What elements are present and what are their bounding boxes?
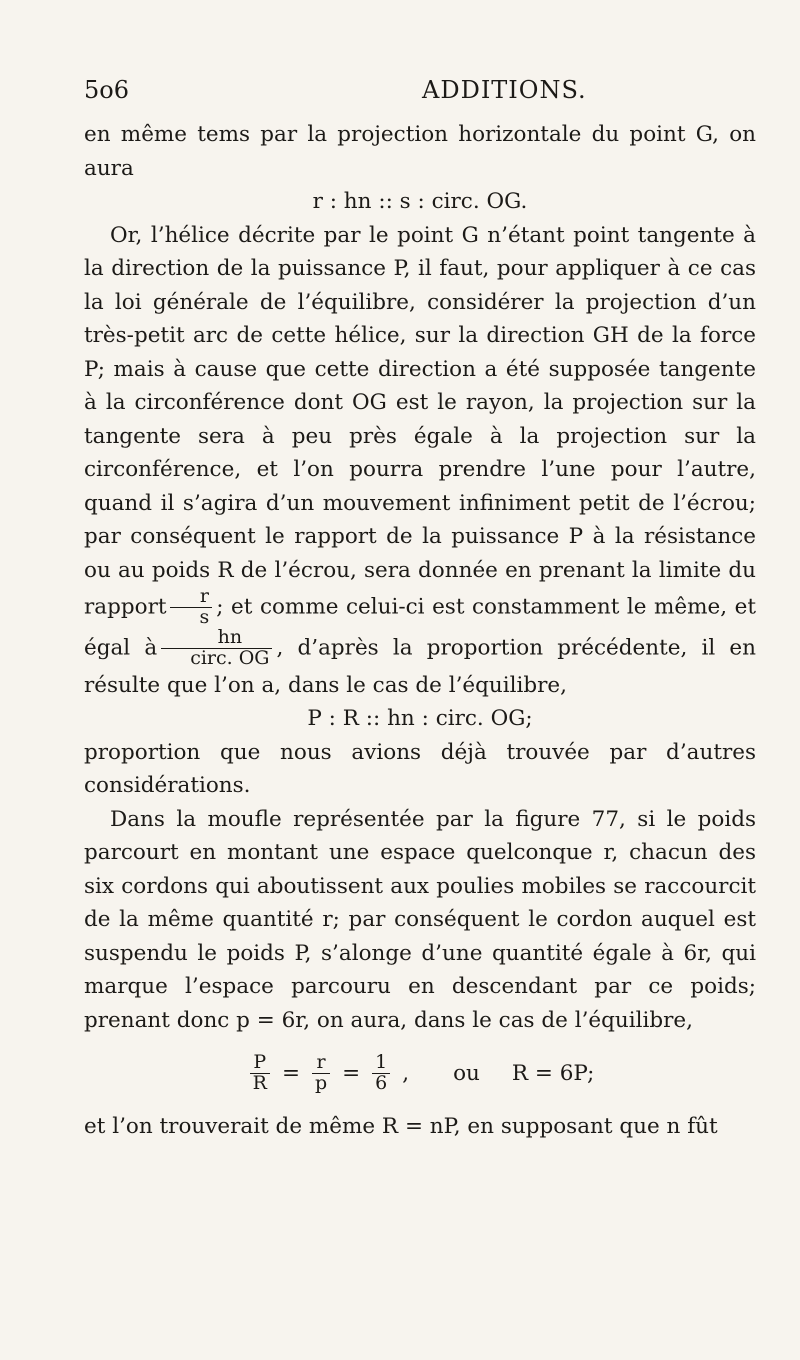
paragraph-2-end: , d’après la proportion précédente, il en résulte que l’on a, dans le cas de l’équilibre, bbox=[84, 635, 756, 698]
page-header bbox=[84, 76, 754, 116]
paragraph-3: proportion que nous avions déjà trouvée par d’autres considérations. bbox=[84, 739, 756, 799]
running-title: ADDITIONS. bbox=[422, 76, 587, 104]
formula-equilibrium bbox=[84, 1053, 756, 1094]
paragraph-1: en même tems par la projection horizontale du point G, on aura bbox=[84, 122, 756, 181]
fraction-r-over-s bbox=[170, 587, 212, 628]
separator-comma: , bbox=[402, 1060, 410, 1086]
page-body bbox=[84, 118, 756, 1144]
fraction-denominator: 6 bbox=[375, 1072, 388, 1095]
fraction-denominator: R bbox=[252, 1072, 267, 1095]
fraction-p-over-r bbox=[250, 1053, 270, 1094]
paragraph-4: Dans la moufle représentée par la figure 77, si le poids parcourt en montant une espace quelconque r, chacun des six cordons qui aboutissent aux poulies mobiles se raccourcit de la même quantité r; par conséquent le cordon auquel est suspendu le poids P, s’alonge d’une quantité égale à 6r, qui marque l’espace parcouru en descendant par ce poids; prenant donc p = 6r, on aura, dans le cas de l’équilibre, bbox=[84, 806, 756, 1033]
formula-proportion-2: P : R :: hn : circ. OG; bbox=[307, 706, 533, 732]
fraction-r-over-p bbox=[312, 1053, 330, 1094]
fraction-hn-over-circ bbox=[161, 625, 272, 669]
paragraph-2 bbox=[84, 219, 756, 703]
fraction-numerator: 1 bbox=[372, 1053, 390, 1074]
fraction-numerator: hn bbox=[161, 628, 272, 649]
equals-sign: = bbox=[342, 1060, 361, 1086]
paragraph-2-mid: ; et comme celui-ci est constamment le même, et égal à bbox=[84, 594, 756, 661]
fraction-one-sixth bbox=[372, 1053, 390, 1094]
fraction-denominator: s bbox=[199, 605, 210, 628]
fraction-denominator: circ. OG bbox=[190, 646, 270, 669]
paragraph-5: et l’on trouverait de même R = nP, en supposant que n fût bbox=[84, 1114, 718, 1140]
fraction-numerator: r bbox=[170, 587, 212, 608]
page-number: 5o6 bbox=[84, 76, 129, 104]
equals-sign: = bbox=[281, 1060, 300, 1086]
paragraph-2-text: Or, l’hélice décrite par le point G n’étant point tangente à la direction de la puissance P, il faut, pour appliquer à ce cas la loi générale de l’équilibre, considérer la projection d’un très-petit arc de cette hélice, sur la direction GH de la force P; mais à cause que cette direction a été supposée tangente à la circonférence dont OG est le rayon, la projection sur la tangente sera à peu près égale à la projection sur la circonférence, et l’on pourra prendre l’une pour l’autre, quand il s’agira d’un mouvement infiniment petit de l’écrou; par conséquent le rapport de la puissance P à la résistance ou au poids R de l’écrou, sera donnée en prenant la limite du rapport bbox=[84, 222, 756, 620]
formula-or: ou bbox=[453, 1060, 480, 1086]
fraction-numerator: P bbox=[250, 1053, 270, 1074]
formula-r-equals-6p: R = 6P; bbox=[511, 1060, 595, 1086]
formula-proportion-1: r : hn :: s : circ. OG. bbox=[312, 189, 528, 214]
fraction-denominator: p bbox=[314, 1072, 328, 1095]
fraction-numerator: r bbox=[312, 1053, 330, 1074]
